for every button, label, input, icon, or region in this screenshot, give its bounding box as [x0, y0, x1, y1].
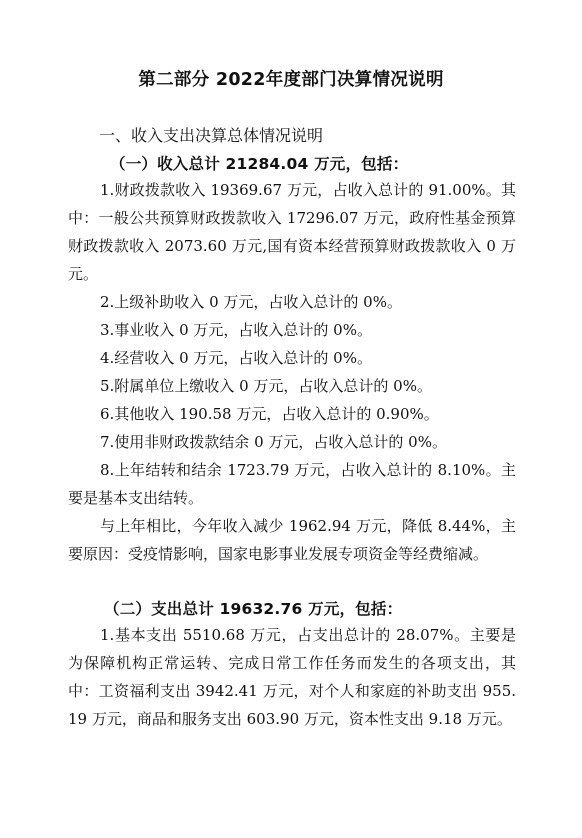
income-comparison: 与上年相比，今年收入减少 1962.94 万元，降低 8.44%，主要原因：受疫情影响，国家电影事业发展专项资金等经费缩减。 [68, 517, 516, 563]
income-items [68, 176, 516, 568]
income-item: 5.附属单位上缴收入 0 万元，占收入总计的 0%。 [100, 377, 432, 395]
income-item: 1.财政拨款收入 19369.67 万元，占收入总计的 91.00%。其中：一般公共预算财政拨款收入 17296.07 万元，政府性基金预算财政拨款收入 2073.60 万元,国有资本经营预算财政拨款收入 0 万元。 [68, 181, 516, 283]
income-item: 2.上级补助收入 0 万元，占收入总计的 0%。 [100, 293, 402, 311]
section-heading: 一、收入支出决算总体情况说明 [99, 126, 324, 145]
income-item: 3.事业收入 0 万元，占收入总计的 0%。 [100, 321, 372, 339]
page-title: 第二部分 2022年度部门决算情况说明 [138, 70, 444, 90]
expense-heading: （二）支出总计 19632.76 万元，包括： [104, 600, 403, 618]
income-item: 6.其他收入 190.58 万元，占收入总计的 0.90%。 [100, 405, 439, 423]
expense-item: 1.基本支出 5510.68 万元，占支出总计的 28.07%。主要是为保障机构正常运转、完成日常工作任务而发生的各项支出，其中：工资福利支出 3942.41 万元，对个人和家庭的补助支出 955.19 万元，商品和服务支出 603.90 万元，资本性支出 9.18 万元。 [68, 626, 516, 728]
income-heading: （一）收入总计 21284.04 万元，包括： [110, 155, 409, 173]
income-item: 8.上年结转和结余 1723.79 万元，占收入总计的 8.10%。主要是基本支出结转。 [68, 461, 516, 507]
income-item: 4.经营收入 0 万元，占收入总计的 0%。 [100, 349, 372, 367]
income-item: 7.使用非财政拨款结余 0 万元，占收入总计的 0%。 [100, 433, 447, 451]
expense-items [68, 621, 516, 733]
